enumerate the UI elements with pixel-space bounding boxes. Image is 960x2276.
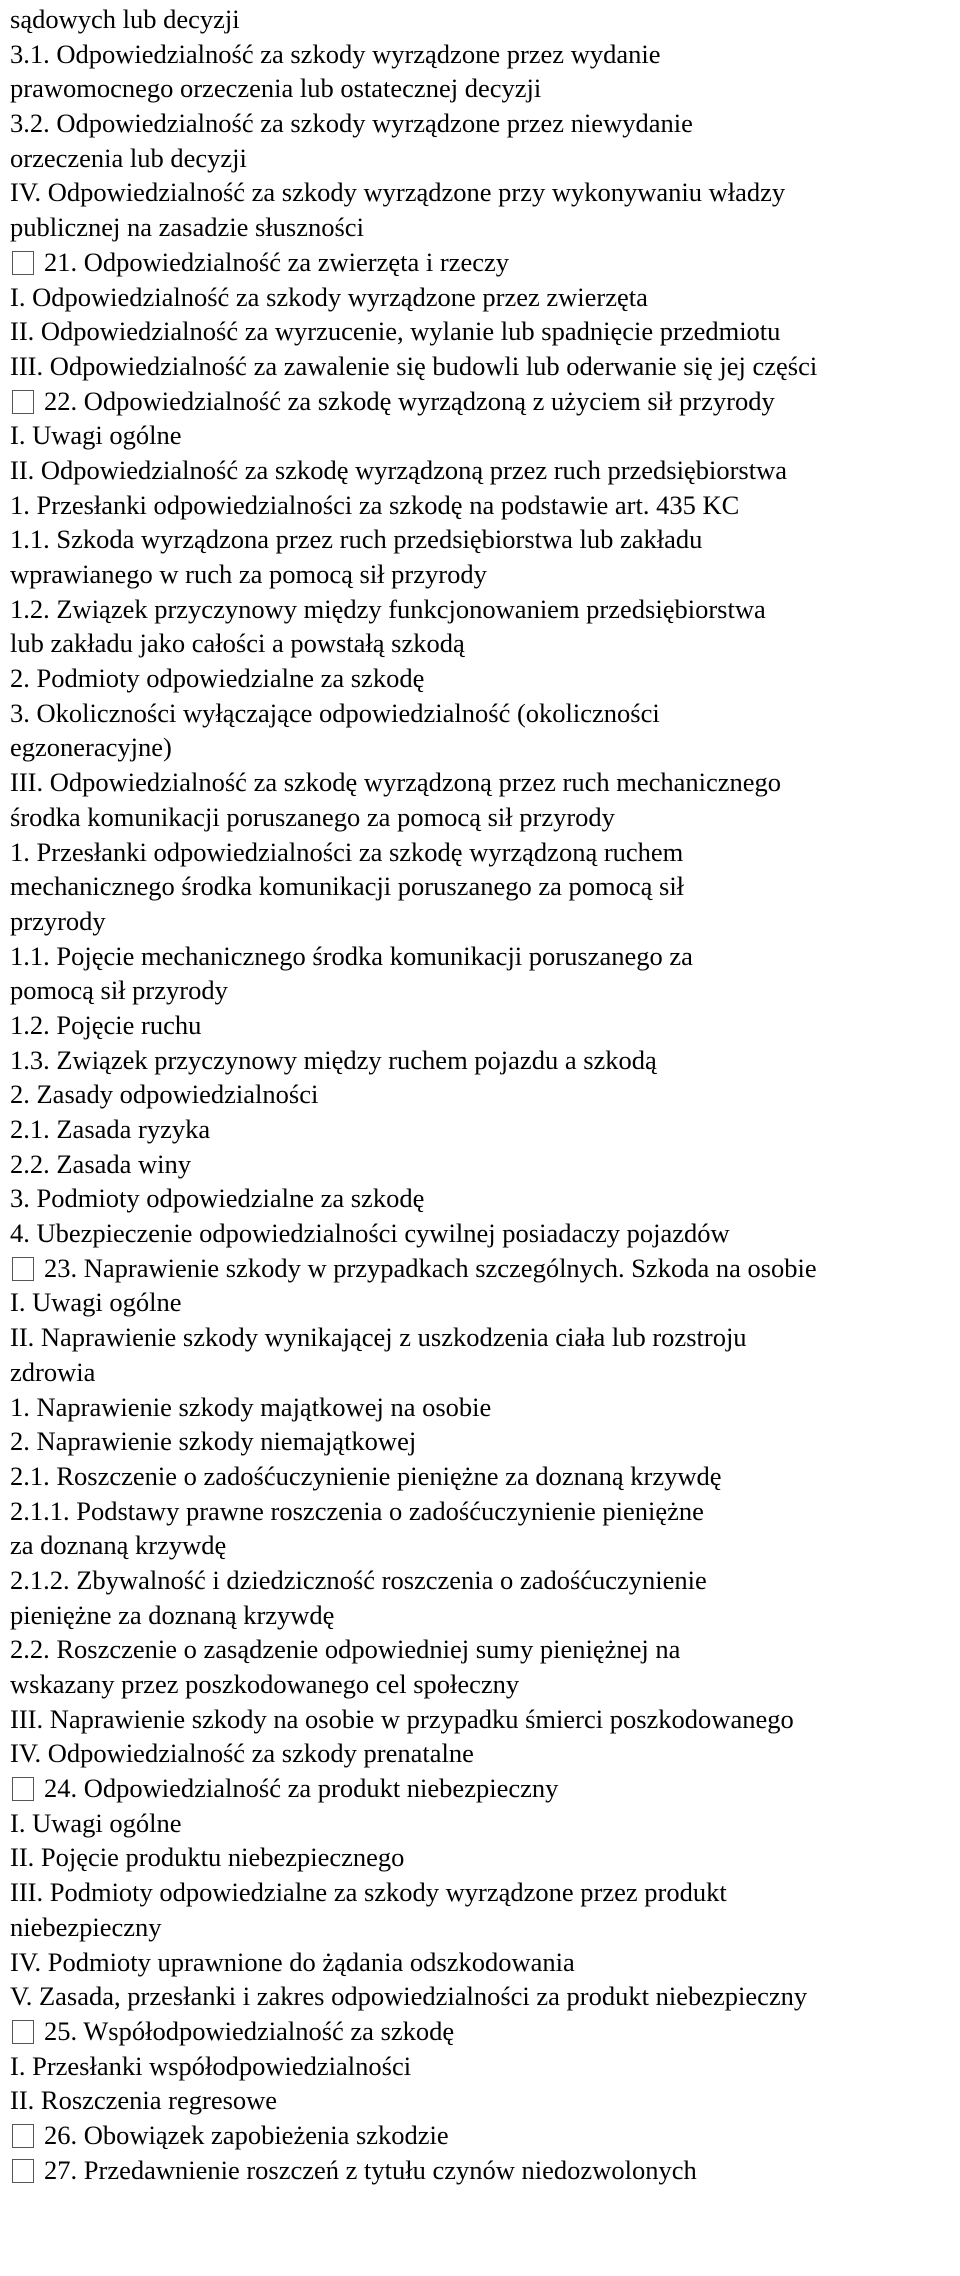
toc-entry-text: III. Naprawienie szkody na osobie w przypadku śmierci poszkodowanego xyxy=(10,1703,794,1734)
toc-entry-text: V. Zasada, przesłanki i zakres odpowiedzialności za produkt niebezpieczny xyxy=(10,1981,808,2012)
toc-entry xyxy=(10,1181,954,1216)
toc-entry xyxy=(10,280,954,315)
toc-entry-text: II. Naprawienie szkody wynikającej z uszkodzenia ciała lub rozstroju xyxy=(10,1322,747,1353)
toc-entry-text: 2.2. Zasada winy xyxy=(10,1148,192,1179)
missing-glyph-box-icon xyxy=(12,390,34,414)
missing-glyph-box-icon xyxy=(12,251,34,275)
toc-entry xyxy=(10,1979,954,2014)
toc-entry xyxy=(10,106,954,141)
toc-entry-text: 1.2. Pojęcie ruchu xyxy=(10,1009,202,1040)
missing-glyph-box-icon xyxy=(12,1777,34,1801)
toc-entry-text: IV. Podmioty uprawnione do żądania odszkodowania xyxy=(10,1946,575,1977)
toc-entry-text: II. Pojęcie produktu niebezpiecznego xyxy=(10,1842,405,1873)
toc-entry xyxy=(10,1112,954,1147)
missing-glyph-box-icon xyxy=(12,2020,34,2044)
toc-entry-text: 2.1.1. Podstawy prawne roszczenia o zadośćuczynienie pieniężne xyxy=(10,1495,704,1526)
toc-entry-text: 21. Odpowiedzialność za zwierzęta i rzeczy xyxy=(44,246,509,277)
toc-entry-text: III. Odpowiedzialność za szkodę wyrządzoną przez ruch mechanicznego xyxy=(10,767,782,798)
toc-entry-text: 25. Współodpowiedzialność za szkodę xyxy=(44,2015,455,2046)
toc-entry-text: 3.1. Odpowiedzialność za szkody wyrządzone przez wydanie xyxy=(10,38,661,69)
toc-entry-text: 1.2. Związek przyczynowy między funkcjonowaniem przedsiębiorstwa xyxy=(10,593,766,624)
toc-entry-text: środka komunikacji poruszanego za pomocą sił przyrody xyxy=(10,801,615,832)
toc-entry xyxy=(10,1494,954,1529)
toc-entry xyxy=(10,71,954,106)
toc-entry-text: sądowych lub decyzji xyxy=(10,4,240,34)
toc-entry xyxy=(10,488,954,523)
toc-entry xyxy=(10,314,954,349)
toc-entry xyxy=(10,1251,954,1286)
toc-entry-text: I. Uwagi ogólne xyxy=(10,1287,182,1318)
toc-entry xyxy=(10,973,954,1008)
toc-entry-text: II. Odpowiedzialność za wyrzucenie, wylanie lub spadnięcie przedmiotu xyxy=(10,316,781,347)
toc-entry-text: 1. Przesłanki odpowiedzialności za szkodę na podstawie art. 435 KC xyxy=(10,489,740,520)
toc-entry xyxy=(10,835,954,870)
toc-entry-text: wskazany przez poszkodowanego cel społeczny xyxy=(10,1669,520,1699)
toc-entry-text: III. Podmioty odpowiedzialne za szkody wyrządzone przez produkt xyxy=(10,1877,727,1908)
toc-entry xyxy=(10,2153,954,2188)
toc-entry xyxy=(10,2049,954,2084)
toc-entry-text: IV. Odpowiedzialność za szkody wyrządzone przy wykonywaniu władzy xyxy=(10,177,786,208)
toc-entry xyxy=(10,1043,954,1078)
toc-entry xyxy=(10,765,954,800)
toc-entry-text: 1. Naprawienie szkody majątkowej na osobie xyxy=(10,1391,492,1422)
toc-entry xyxy=(10,1528,954,1563)
toc-entry-text: wprawianego w ruch za pomocą sił przyrody xyxy=(10,559,487,589)
toc-entry-text: 1.1. Szkoda wyrządzona przez ruch przedsiębiorstwa lub zakładu xyxy=(10,524,703,555)
toc-entry-text: 26. Obowiązek zapobieżenia szkodzie xyxy=(44,2119,449,2150)
toc-entry xyxy=(10,1736,954,1771)
toc-entry-text: 22. Odpowiedzialność za szkodę wyrządzoną z użyciem sił przyrody xyxy=(44,385,775,416)
toc-entry xyxy=(10,175,954,210)
toc-entry xyxy=(10,1667,954,1702)
toc-entry xyxy=(10,592,954,627)
toc-entry-text: II. Odpowiedzialność za szkodę wyrządzoną przez ruch przedsiębiorstwa xyxy=(10,454,787,485)
toc-entry-text: publicznej na zasadzie słuszności xyxy=(10,212,364,243)
toc-entry xyxy=(10,1216,954,1251)
toc-entry xyxy=(10,2014,954,2049)
toc-entry xyxy=(10,1702,954,1737)
toc-entry-text: 1. Przesłanki odpowiedzialności za szkodę wyrządzoną ruchem xyxy=(10,836,684,867)
toc-entry xyxy=(10,349,954,384)
toc-entry xyxy=(10,1285,954,1320)
toc-entry-text: orzeczenia lub decyzji xyxy=(10,142,247,173)
toc-entry-text: pieniężne za doznaną krzywdę xyxy=(10,1599,335,1630)
toc-entry-text: 2.1.2. Zbywalność i dziedziczność roszczenia o zadośćuczynienie xyxy=(10,1564,707,1595)
toc-entry xyxy=(10,2083,954,2118)
toc-entry-text: I. Uwagi ogólne xyxy=(10,420,182,451)
toc-entry-text: 27. Przedawnienie roszczeń z tytułu czynów niedozwolonych xyxy=(44,2154,697,2185)
toc-entry xyxy=(10,1390,954,1425)
toc-entry-text: 4. Ubezpieczenie odpowiedzialności cywilnej posiadaczy pojazdów xyxy=(10,1218,730,1249)
toc-entry xyxy=(10,2,954,37)
toc-entry xyxy=(10,245,954,280)
toc-entry xyxy=(10,1945,954,1980)
toc-entry-text: I. Odpowiedzialność za szkody wyrządzone przez zwierzęta xyxy=(10,281,648,312)
toc-entry xyxy=(10,1840,954,1875)
toc-entry xyxy=(10,1320,954,1355)
toc-entry xyxy=(10,1806,954,1841)
toc-entry xyxy=(10,1424,954,1459)
table-of-contents xyxy=(10,2,954,2187)
toc-entry xyxy=(10,141,954,176)
missing-glyph-box-icon xyxy=(12,1257,34,1281)
toc-entry xyxy=(10,37,954,72)
toc-entry-text: II. Roszczenia regresowe xyxy=(10,2085,278,2116)
toc-entry xyxy=(10,1563,954,1598)
toc-entry-text: prawomocnego orzeczenia lub ostatecznej decyzji xyxy=(10,73,542,104)
toc-entry xyxy=(10,418,954,453)
toc-entry xyxy=(10,904,954,939)
toc-entry-text: za doznaną krzywdę xyxy=(10,1530,227,1561)
toc-entry xyxy=(10,2118,954,2153)
toc-entry xyxy=(10,1008,954,1043)
toc-entry-text: III. Odpowiedzialność za zawalenie się budowli lub oderwanie się jej części xyxy=(10,350,818,381)
toc-entry xyxy=(10,1910,954,1945)
toc-entry-text: zdrowia xyxy=(10,1356,96,1387)
toc-entry-text: 3. Okoliczności wyłączające odpowiedzialność (okoliczności xyxy=(10,697,660,728)
toc-entry-text: 2. Zasady odpowiedzialności xyxy=(10,1079,319,1110)
toc-entry xyxy=(10,1632,954,1667)
toc-entry-text: 2.1. Roszczenie o zadośćuczynienie pieniężne za doznaną krzywdę xyxy=(10,1460,722,1491)
toc-entry-text: pomocą sił przyrody xyxy=(10,975,228,1006)
toc-entry-text: 24. Odpowiedzialność za produkt niebezpieczny xyxy=(44,1773,559,1804)
toc-entry xyxy=(10,1147,954,1182)
toc-entry xyxy=(10,730,954,765)
toc-entry xyxy=(10,210,954,245)
toc-entry xyxy=(10,557,954,592)
toc-entry-text: 3. Podmioty odpowiedzialne za szkodę xyxy=(10,1183,425,1214)
toc-entry-text: 1.1. Pojęcie mechanicznego środka komunikacji poruszanego za xyxy=(10,940,693,971)
toc-entry xyxy=(10,661,954,696)
toc-entry xyxy=(10,939,954,974)
toc-entry xyxy=(10,800,954,835)
toc-entry xyxy=(10,384,954,419)
missing-glyph-box-icon xyxy=(12,2124,34,2148)
toc-entry xyxy=(10,626,954,661)
toc-entry xyxy=(10,1875,954,1910)
toc-entry xyxy=(10,1598,954,1633)
toc-entry-text: 2. Podmioty odpowiedzialne za szkodę xyxy=(10,663,425,694)
toc-entry-text: 2.1. Zasada ryzyka xyxy=(10,1114,211,1144)
toc-entry-text: lub zakładu jako całości a powstałą szkodą xyxy=(10,628,465,659)
toc-entry-text: 1.3. Związek przyczynowy między ruchem pojazdu a szkodą xyxy=(10,1044,657,1075)
toc-entry xyxy=(10,1077,954,1112)
toc-entry-text: 2.2. Roszczenie o zasądzenie odpowiedniej sumy pieniężnej na xyxy=(10,1634,681,1665)
toc-entry xyxy=(10,696,954,731)
toc-entry-text: egzoneracyjne) xyxy=(10,732,172,763)
toc-entry-text: I. Uwagi ogólne xyxy=(10,1807,182,1838)
toc-entry-text: niebezpieczny xyxy=(10,1911,162,1942)
toc-entry xyxy=(10,869,954,904)
toc-entry-text: I. Przesłanki współodpowiedzialności xyxy=(10,2050,412,2081)
toc-entry-text: 23. Naprawienie szkody w przypadkach szczególnych. Szkoda na osobie xyxy=(44,1252,817,1283)
toc-entry-text: IV. Odpowiedzialność za szkody prenatalne xyxy=(10,1738,474,1769)
toc-entry-text: przyrody xyxy=(10,905,106,936)
toc-entry xyxy=(10,522,954,557)
toc-entry-text: mechanicznego środka komunikacji poruszanego za pomocą sił xyxy=(10,871,685,902)
toc-entry-text: 3.2. Odpowiedzialność za szkody wyrządzone przez niewydanie xyxy=(10,108,693,139)
toc-entry xyxy=(10,1355,954,1390)
toc-entry xyxy=(10,1459,954,1494)
toc-entry xyxy=(10,1771,954,1806)
toc-entry xyxy=(10,453,954,488)
toc-entry-text: 2. Naprawienie szkody niemajątkowej xyxy=(10,1426,417,1457)
missing-glyph-box-icon xyxy=(12,2159,34,2183)
